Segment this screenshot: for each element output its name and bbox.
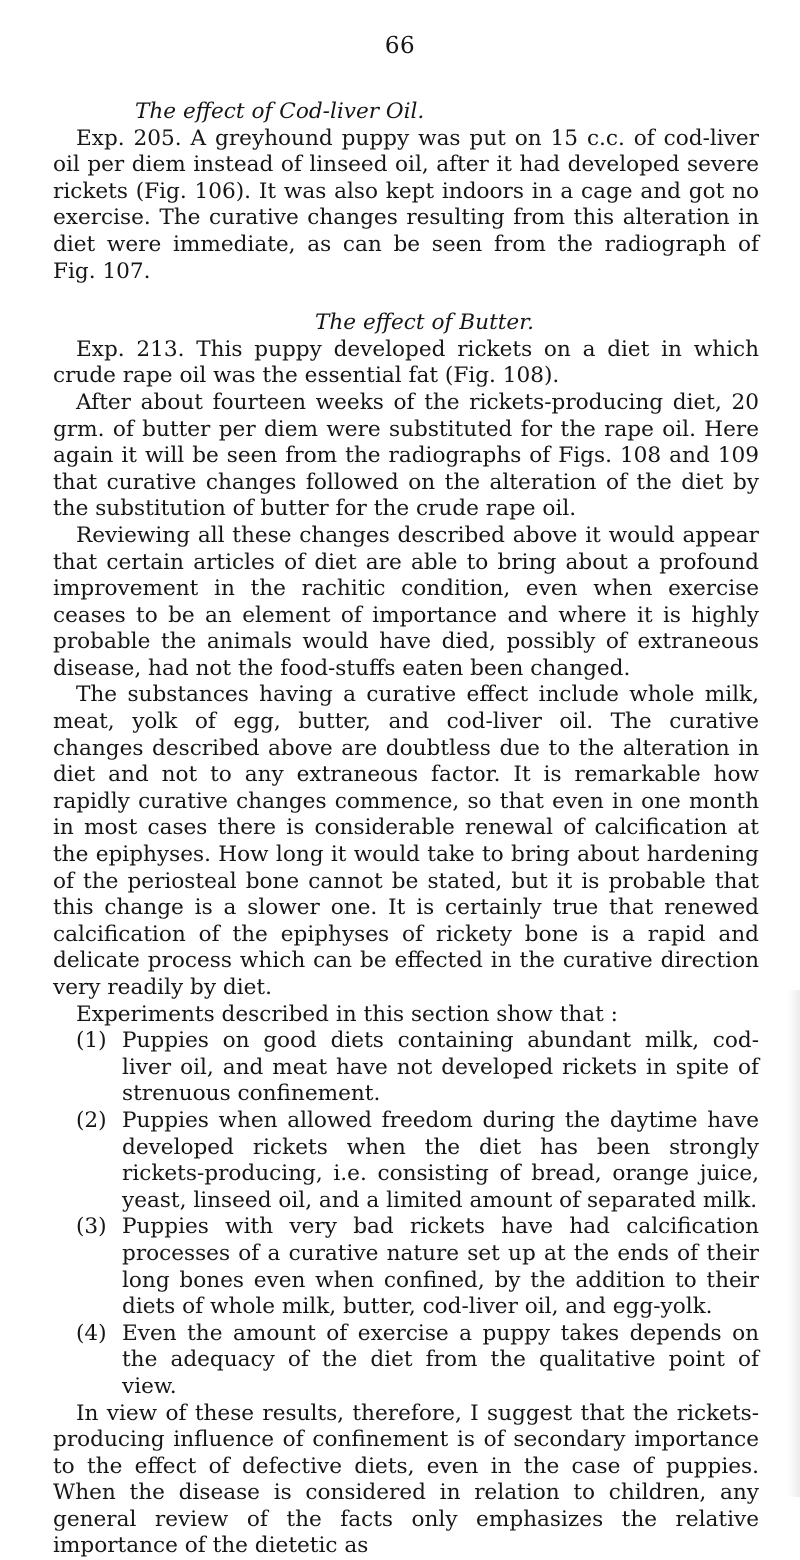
list-item-text: Puppies when allowed freedom during the daytime have developed rickets when the diet has been strongly rickets-producing, i.e. consisting of bread, orange juice, yeast, linseed oil, and a limited amount of separated milk.: [122, 1108, 759, 1213]
list-item-text: Puppies on good diets containing abundant milk, cod-liver oil, and meat have not developed rickets in spite of strenuous confinement.: [122, 1028, 759, 1106]
section-heading-butter: The effect of Butter.: [53, 310, 759, 337]
closing-paragraph: In view of these results, therefore, I suggest that the rickets-producing influence of confinement is of secondary importance to the effect of defective diets, even in the case of puppies. When the disease is considered in relation to children, any general review of the facts only emphasizes the relative importance of the dietetic as: [53, 1401, 759, 1560]
list-item-text: Puppies with very bad rickets have had calcification processes of a curative nature set up at the ends of their long bones even when confined, by the addition to their diets of whole milk, butter, cod-liver oil, and egg-yolk.: [122, 1214, 759, 1319]
list-item: [53, 1028, 759, 1108]
paragraph: The substances having a curative effect include whole milk, meat, yolk of egg, butter, and cod-liver oil. The curative changes described above are doubtless due to the alteration in diet and not to any extraneous factor. It is remarkable how rapidly curative changes commence, so that even in one month in most cases there is considerable renewal of calcification at the epiphyses. How long it would take to bring about hardening of the periosteal bone cannot be stated, but it is probable that this change is a slower one. It is certainly true that renewed calcification of the epiphyses of rickety bone is a rapid and delicate process which can be effected in the curative direction very readily by diet.: [53, 682, 759, 1001]
paragraph: Exp. 205. A greyhound puppy was put on 15 c.c. of cod-liver oil per diem instead of linseed oil, after it had developed severe rickets (Fig. 106). It was also kept indoors in a cage and got no exercise. The curative changes resulting from this alteration in diet were immediate, as can be seen from the radiograph of Fig. 107.: [53, 126, 759, 286]
paragraph: Exp. 213. This puppy developed rickets on a diet in which crude rape oil was the essential fat (Fig. 108).: [53, 337, 759, 390]
list-item: [53, 1321, 759, 1401]
findings-list: [53, 1028, 759, 1400]
list-item-number: (4): [76, 1321, 107, 1348]
list-item-text: Even the amount of exercise a puppy takes depends on the adequacy of the diet from the qualitative point of view.: [122, 1321, 759, 1399]
list-item-number: (1): [76, 1028, 107, 1055]
page-edge-shadow: [788, 990, 800, 1497]
body-text: [53, 99, 759, 1560]
list-item-number: (2): [76, 1108, 107, 1135]
page-number: 66: [0, 33, 800, 59]
section-heading-cod-liver-oil: The effect of Cod-liver Oil.: [53, 99, 759, 126]
paragraph: Reviewing all these changes described above it would appear that certain articles of diet are able to bring about a profound improvement in the rachitic condition, even when exercise ceases to be an element of importance and where it is highly probable the animals would have died, possibly of extraneous disease, had not the food-stuffs eaten been changed.: [53, 523, 759, 683]
list-item-number: (3): [76, 1214, 107, 1241]
list-intro: Experiments described in this section show that :: [53, 1002, 759, 1029]
paragraph: After about fourteen weeks of the rickets-producing diet, 20 grm. of butter per diem were substituted for the rape oil. Here again it will be seen from the radiographs of Figs. 108 and 109 that curative changes followed on the alteration of the diet by the substitution of butter for the crude rape oil.: [53, 390, 759, 523]
list-item: [53, 1108, 759, 1214]
list-item: [53, 1214, 759, 1320]
